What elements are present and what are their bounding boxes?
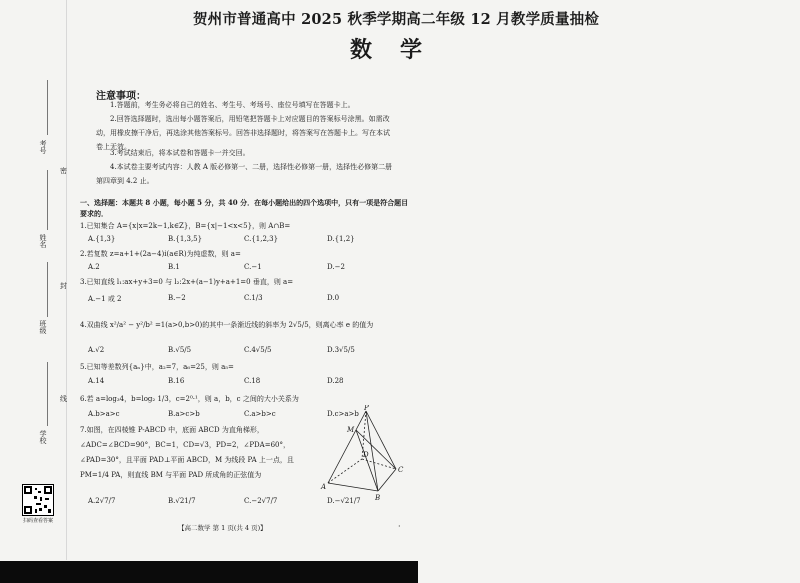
label-d: D <box>363 451 369 459</box>
notes-title: 注意事项： <box>96 91 146 102</box>
qr-caption: 扫码查看答案 <box>22 518 53 524</box>
option: D.{1,2} <box>327 235 355 243</box>
margin-xian-char: 线 <box>60 395 67 403</box>
label-p: P <box>364 405 369 412</box>
question-stem: 5.已知等差数列{aₙ}中，a₂=7，a₆=25，则 a₅= <box>80 363 234 371</box>
note-item: 3.考试结束后，将本试卷和答题卡一并交回。 <box>110 149 250 157</box>
option: D.−√21/7 <box>327 497 361 505</box>
option: B.a>c>b <box>168 410 200 418</box>
margin-mi-char: 密 <box>60 167 67 175</box>
qr-code[interactable] <box>22 484 54 516</box>
label-c: C <box>398 466 404 474</box>
note-item: 2.回答选择题时，选出每小题答案后，用铅笔把答题卡上对应题目的答案标号涂黑。如需改动，用橡皮擦干净后，再选涂其他答案标号。回答非选择题时，将答案写在答题卡上。写在本试卷上无效。 <box>96 115 390 151</box>
margin-xuexiao-line <box>47 362 48 426</box>
margin-xingming-label: 姓名 <box>39 234 47 248</box>
option: A.b>a>c <box>88 410 120 418</box>
margin-feng-char: 封 <box>60 282 67 290</box>
option: D.3√5/5 <box>327 346 355 354</box>
option: C.4√5/5 <box>244 346 272 354</box>
margin-kaohao-line <box>47 80 48 135</box>
option: A.{1,3} <box>88 235 116 243</box>
option: C.{1,2,3} <box>244 235 279 243</box>
question-stem: 2.若复数 z=a+1+(2a−4)i(a∈R)为纯虚数，则 a= <box>80 250 241 258</box>
option: A.−1 或 2 <box>88 295 122 303</box>
option: C.a>b>c <box>244 410 276 418</box>
question-stem: 1.已知集合 A={x|x=2k−1,k∈Z}，B={x|−1<x<5}，则 A∩B= <box>80 222 291 230</box>
section-one-heading: 一、选择题：本题共 8 小题，每小题 5 分，共 40 分．在每小题给出的四个选项中，只有一项是符合题目要求的． <box>80 198 409 218</box>
label-m: M <box>347 426 355 434</box>
option: B.16 <box>168 377 185 385</box>
option: A.2√7/7 <box>88 497 116 505</box>
margin-kaohao-label: 考号 <box>39 140 47 154</box>
option: C.−1 <box>244 263 262 271</box>
exam-title: 贺州市普通高中 2025 秋季学期高二年级 12 月教学质量抽检 <box>192 11 600 28</box>
option: C.18 <box>244 377 261 385</box>
option: C.−2√7/7 <box>244 497 278 505</box>
subject-title: 数学 <box>350 37 451 63</box>
option: A.√2 <box>88 346 105 354</box>
question-stem: 3.已知直线 l₁:ax+y+3=0 与 l₂:2x+(a−1)y+a+1=0 垂直，则 a= <box>80 278 294 286</box>
margin-xuexiao-label: 学校 <box>39 430 47 444</box>
footer-mark: · <box>398 522 401 531</box>
option: B.1 <box>168 263 180 271</box>
scan-black-bar <box>0 561 418 583</box>
question-stem: 7.如图，在四棱锥 P-ABCD 中，底面 ABCD 为直角梯形，∠ADC=∠BCD=90°，BC=1，CD=√3，PD=2，∠PDA=60°，∠PAD=30°，且平面 PAD⊥平面 ABCD，M 为线段 PA 上一点，且 PM=1/4 PA，则直线 BM 与平面 PAD 所成角的正弦值为 <box>80 426 294 479</box>
note-item: 4.本试卷主要考试内容：人教 A 版必修第一、二册，选择性必修第一册，选择性必修第二册第四章到 4.2 止。 <box>96 163 393 185</box>
option: B.√5/5 <box>168 346 192 354</box>
option: A.14 <box>88 377 105 385</box>
option: C.1/3 <box>244 294 263 302</box>
option: A.2 <box>88 263 100 271</box>
pyramid-figure <box>320 405 410 505</box>
margin-banji-label: 班级 <box>39 320 47 334</box>
question-stem: 6.若 a=log₃4，b=log₂ 1/3，c=2⁰·¹，则 a，b，c 之间的大小关系为 <box>80 395 299 403</box>
fold-line <box>66 0 67 560</box>
margin-banji-line <box>47 262 48 317</box>
label-a: A <box>321 483 327 491</box>
option: D.28 <box>327 377 344 385</box>
question-stem: 4.双曲线 x²/a² − y²/b² =1(a>0,b>0)的其中一条渐近线的斜率为 2√5/5，则离心率 e 的值为 <box>80 321 374 329</box>
option: B.−2 <box>168 294 186 302</box>
page-footer: 【高二数学 第 1 页(共 4 页)】 <box>178 524 267 532</box>
option: D.c>a>b <box>327 410 359 418</box>
note-item: 1.答题前，考生务必将自己的姓名、考生号、考场号、座位号填写在答题卡上。 <box>110 101 355 109</box>
option: B.{1,3,5} <box>168 235 203 243</box>
option: D.0 <box>327 294 340 302</box>
margin-xingming-line <box>47 170 48 230</box>
label-b: B <box>375 494 381 502</box>
option: B.√21/7 <box>168 497 196 505</box>
option: D.−2 <box>327 263 345 271</box>
